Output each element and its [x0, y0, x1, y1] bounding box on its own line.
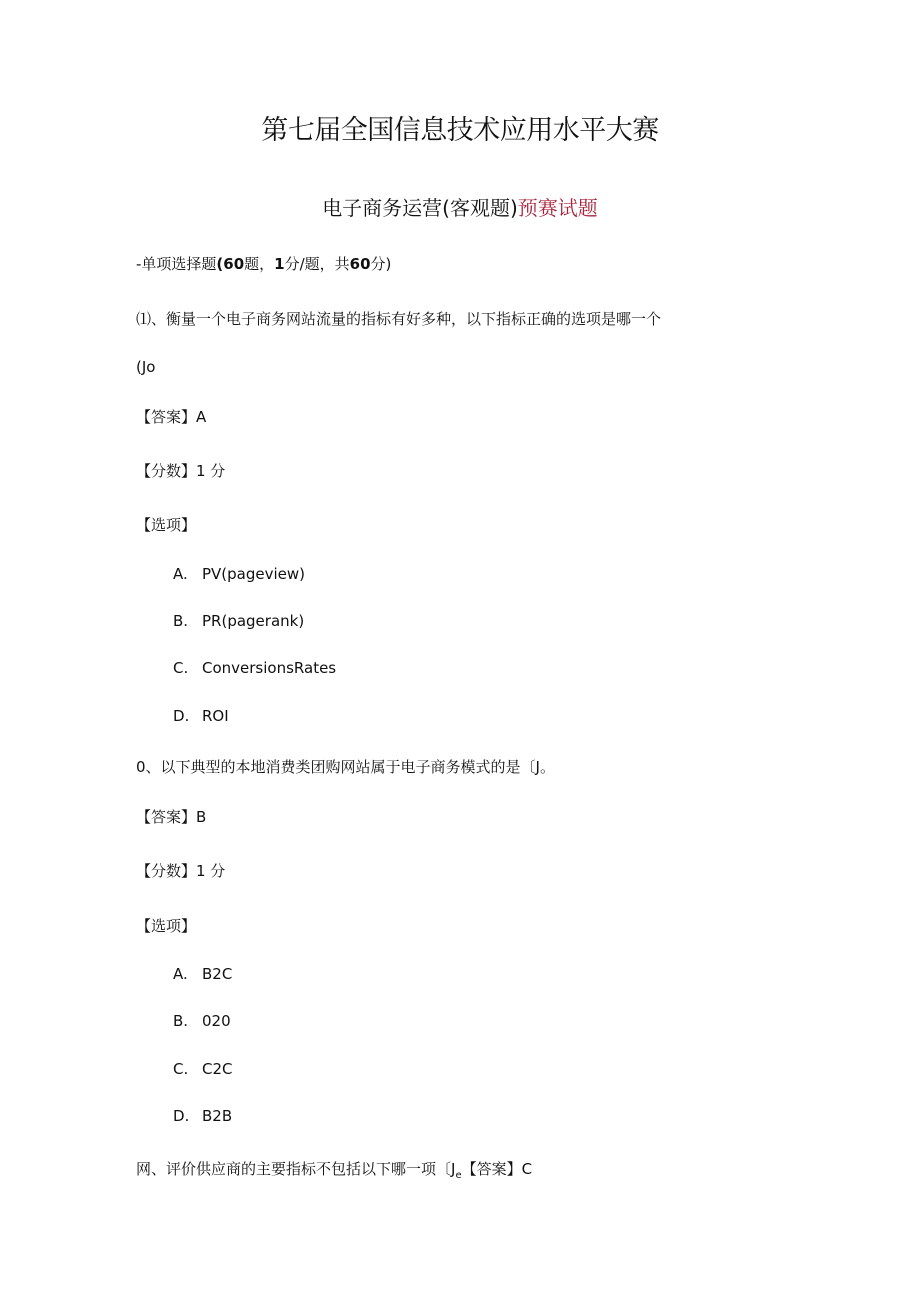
section-paren: (: [216, 255, 224, 273]
q3-answer: 【答案】C: [461, 1160, 533, 1178]
section-count-unit: 题，: [244, 255, 275, 273]
option-letter: C.: [173, 659, 189, 677]
q2-option-d: [173, 1106, 232, 1126]
q2-option-a: [173, 964, 232, 984]
q2-options-label: 【选项】: [136, 917, 197, 935]
section-heading: [136, 254, 391, 274]
q3-stem-line: [136, 1159, 532, 1186]
section-total-unit: 分): [370, 255, 392, 273]
q1-option-a: [173, 564, 305, 584]
option-letter: B.: [173, 612, 189, 630]
section-points-unit: 分/题，共: [284, 255, 350, 273]
q1-option-b: [173, 611, 304, 631]
option-text: PR(pagerank): [202, 612, 305, 630]
q1-score: 【分数】1 分: [136, 462, 226, 480]
option-letter: A.: [173, 565, 188, 583]
section-prefix: -单项选择题: [136, 255, 217, 273]
q2-option-c: [173, 1059, 233, 1079]
section-total: 60: [349, 255, 371, 273]
option-text: 020: [202, 1012, 231, 1030]
option-text: PV(pageview): [202, 565, 306, 583]
option-text: C2C: [202, 1060, 233, 1078]
document-title: 第七届全国信息技术应用水平大赛: [261, 115, 659, 146]
q1-answer: 【答案】A: [136, 408, 207, 426]
document-subtitle: [0, 194, 920, 222]
option-text: ConversionsRates: [202, 659, 337, 677]
option-letter: A.: [173, 965, 188, 983]
option-letter: C.: [173, 1060, 189, 1078]
option-text: ROI: [202, 707, 229, 725]
q1-option-c: [173, 658, 336, 678]
q2-answer: 【答案】B: [136, 808, 207, 826]
option-text: B2C: [202, 965, 233, 983]
q3-stem: 网、评价供应商的主要指标不包括以下哪一项〔J: [136, 1160, 456, 1178]
q1-stem-line1: ⑴、衡量一个电子商务网站流量的指标有好多种，以下指标正确的选项是哪一个: [136, 310, 662, 328]
q1-stem-line2: (Jo: [136, 358, 156, 376]
section-points: 1: [274, 255, 285, 273]
q1-option-d: [173, 706, 229, 726]
q2-score: 【分数】1 分: [136, 862, 226, 880]
q1-options-label: 【选项】: [136, 516, 197, 534]
option-letter: D.: [173, 707, 190, 725]
subtitle-main: 电子商务运营(客观题): [322, 196, 518, 220]
option-letter: D.: [173, 1107, 190, 1125]
q2-option-b: [173, 1011, 231, 1031]
option-letter: B.: [173, 1012, 189, 1030]
option-text: B2B: [202, 1107, 233, 1125]
q2-stem: 0、以下典型的本地消费类团购网站属于电子商务模式的是〔J。: [136, 758, 555, 776]
section-count: 60: [223, 255, 245, 273]
q3-stem-sub: e: [455, 1170, 462, 1181]
subtitle-accent: 预赛试题: [517, 196, 598, 220]
